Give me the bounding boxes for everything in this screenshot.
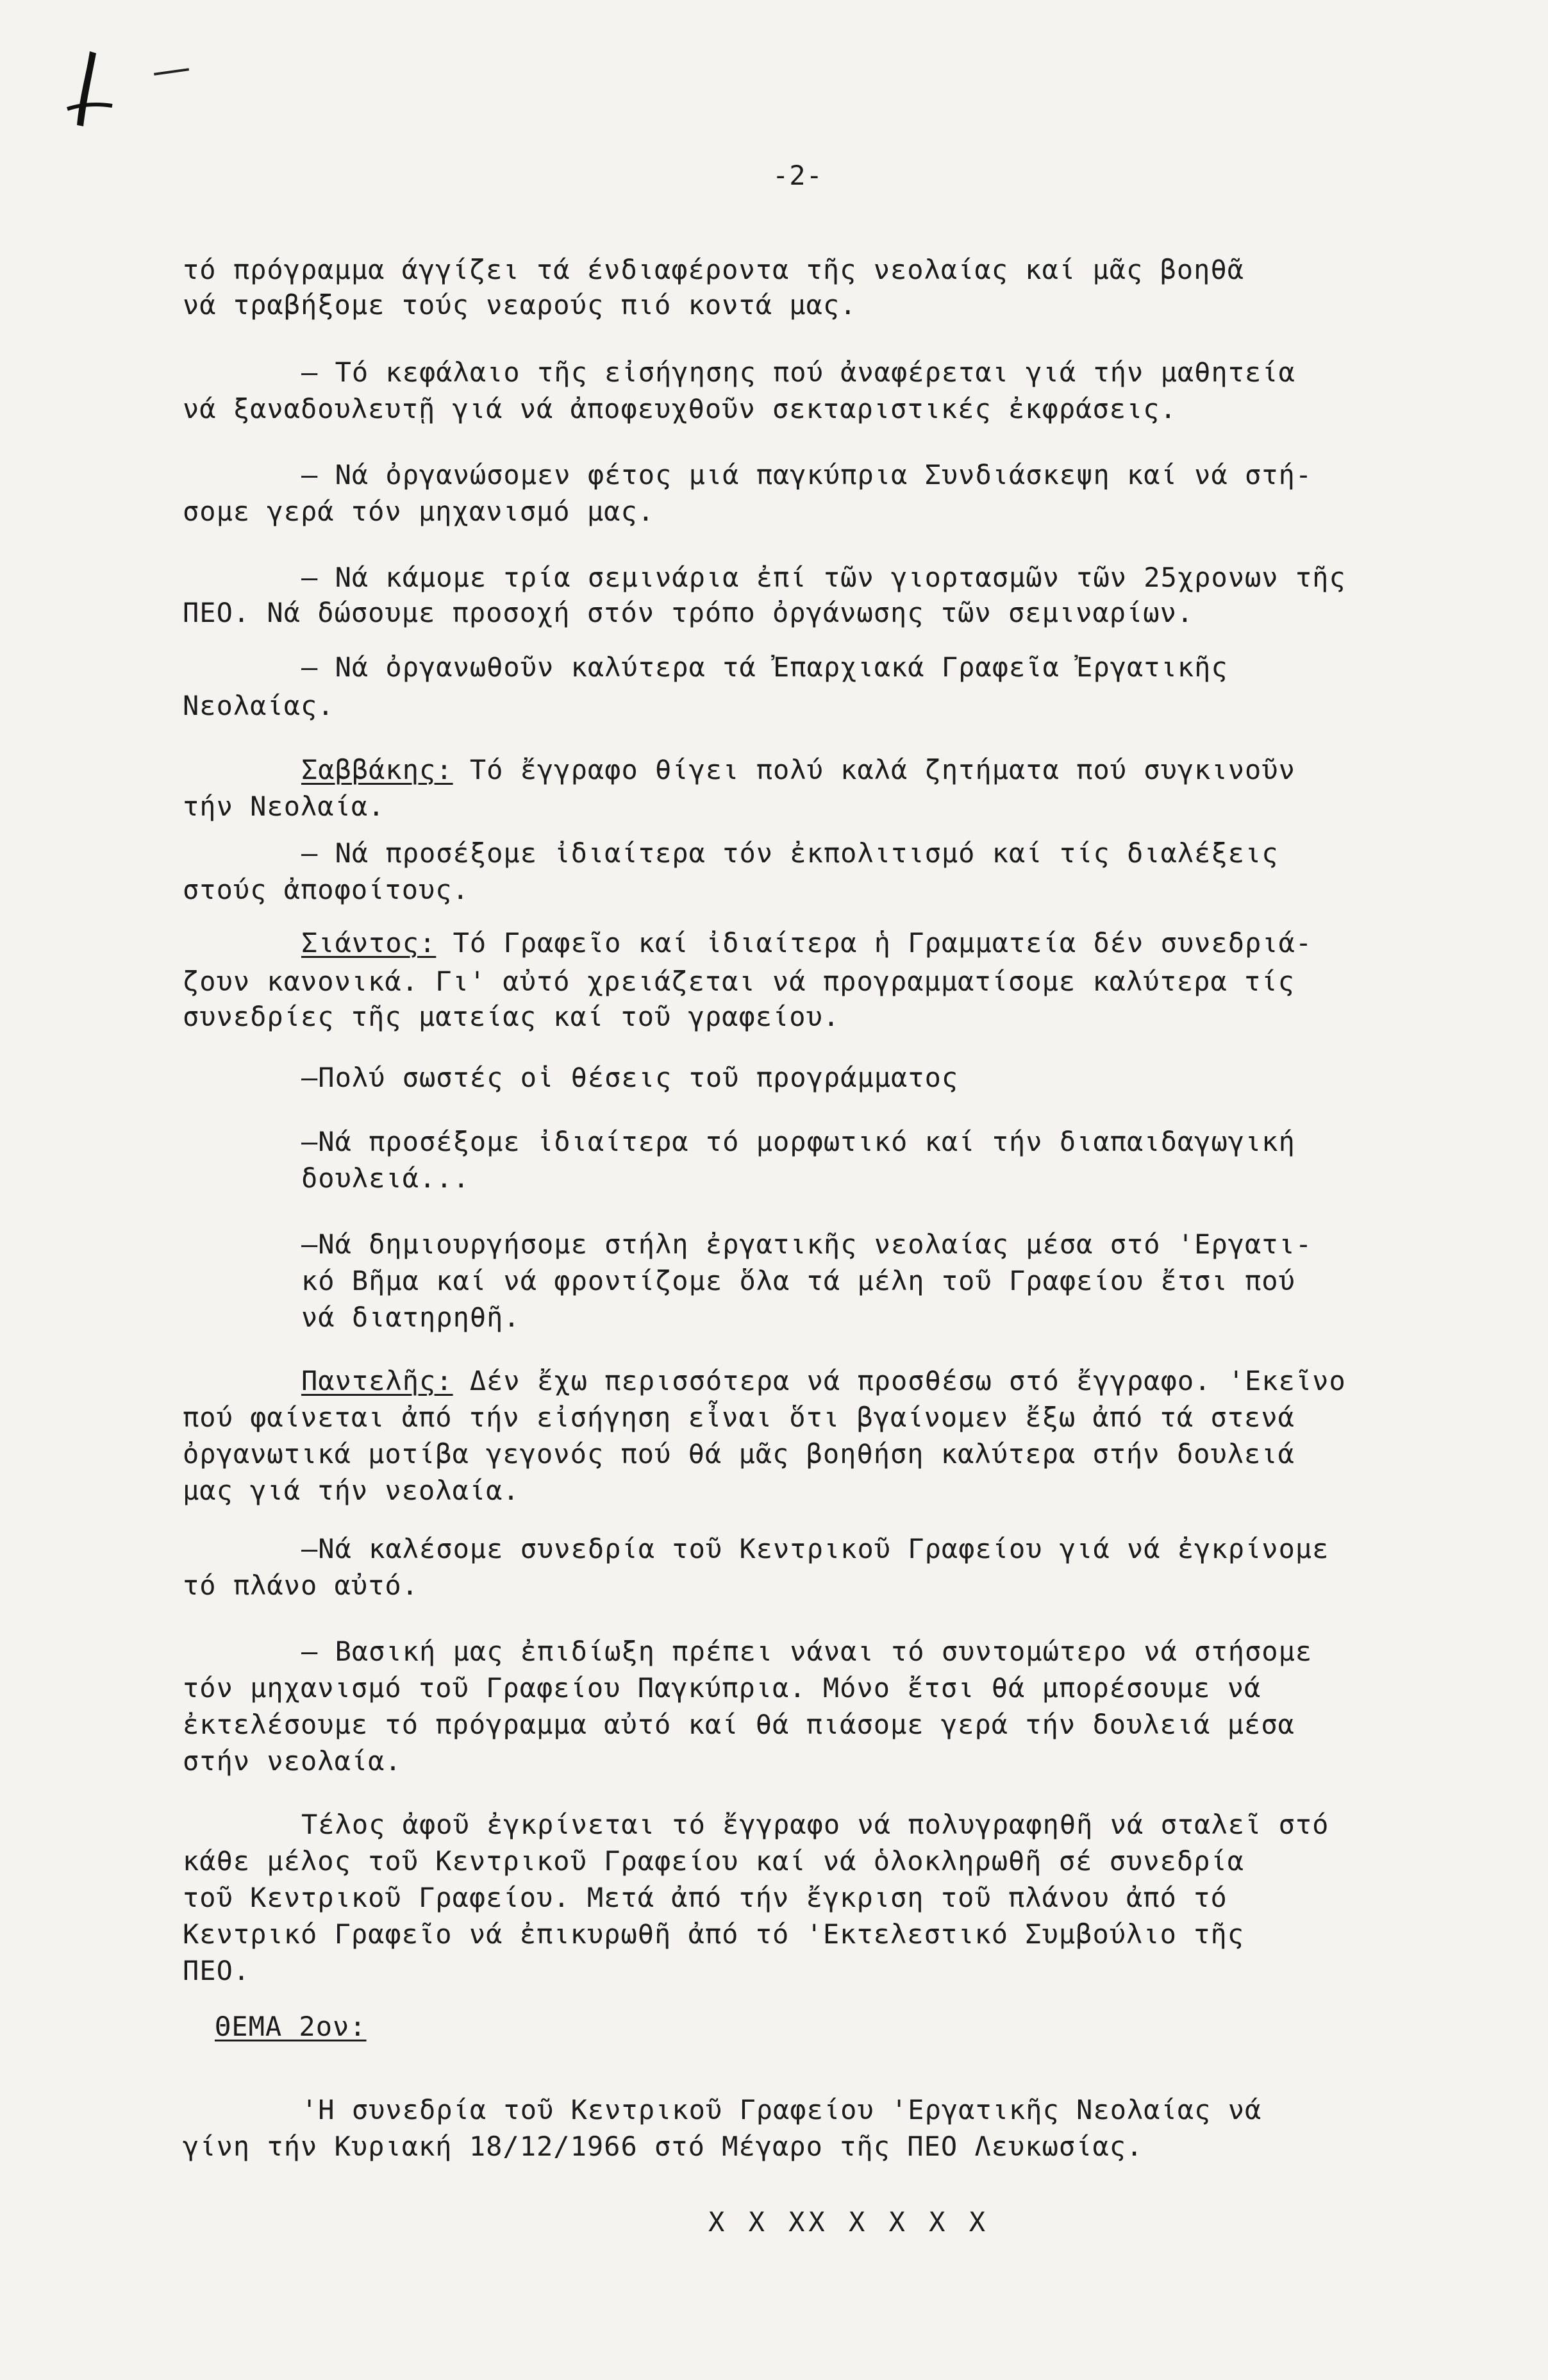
text-line: τόν μηχανισμό τοῦ Γραφείου Παγκύπρια. Μόνο ἔτσι θά μπορέσουμε νά xyxy=(183,1672,1261,1704)
text-line: γίνη τήν Κυριακή 18/12/1966 στό Μέγαρο τῆς ΠΕΟ Λευκωσίας. xyxy=(183,2131,1144,2162)
text-line: σομε γερά τόν μηχανισμό μας. xyxy=(183,496,655,527)
text-line: – Βασική μας ἐπιδίωξη πρέπει νάναι τό συντομώτερο νά στήσομε xyxy=(301,1636,1313,1667)
ink-mark-icon xyxy=(61,48,119,138)
page-number: -2- xyxy=(772,160,823,191)
text-line: τοῦ Κεντρικοῦ Γραφείου. Μετά ἀπό τήν ἔγκριση τοῦ πλάνου ἀπό τό xyxy=(183,1882,1228,1913)
text-line: –Νά δημιουργήσομε στήλη ἐργατικῆς νεολαίας μέσα στό 'Εργατι- xyxy=(301,1228,1313,1260)
text-line: στήν νεολαία. xyxy=(183,1745,402,1777)
text-line: – Νά ὀργανώσομεν φέτος μιά παγκύπρια Συνδιάσκεψη καί νά στή- xyxy=(301,459,1313,490)
text-line: Τέλος ἀφοῦ ἐγκρίνεται τό ἔγγραφο νά πολυγραφηθῆ νά σταλεῖ στό xyxy=(301,1809,1329,1840)
text-line: νά τραβήξομε τούς νεαρούς πιό κοντά μας. xyxy=(183,289,857,321)
text-line: νά διατηρηθῆ. xyxy=(301,1302,520,1333)
text-line: Παντελῆς: Δέν ἔχω περισσότερα νά προσθέσω στό ἔγγραφο. 'Εκεῖνο xyxy=(301,1365,1346,1396)
text-line: ΠΕΟ. xyxy=(183,1955,251,1986)
text-line: κάθε μέλος τοῦ Κεντρικοῦ Γραφείου καί νά ὁλοκληρωθῆ σέ συνεδρία xyxy=(183,1845,1245,1877)
speaker-name: Σιάντος: xyxy=(301,927,437,959)
text-line: – Νά ὀργανωθοῦν καλύτερα τά Ἐπαρχιακά Γραφεῖα Ἐργατικῆς xyxy=(301,651,1228,683)
section-heading: ΘΕΜΑ 2ον: xyxy=(215,2011,367,2042)
text-line: τήν Νεολαία. xyxy=(183,791,385,822)
text-line: πού φαίνεται ἀπό τήν εἰσήγηση εἶναι ὅτι βγαίνομεν ἔξω ἀπό τά στενά xyxy=(183,1402,1295,1433)
text-line: –Πολύ σωστές οἱ θέσεις τοῦ προγράμματος xyxy=(301,1062,959,1093)
margin-dash xyxy=(154,68,189,76)
text-line: συνεδρίες τῆς ματείας καί τοῦ γραφείου. xyxy=(183,1001,840,1032)
speaker-name: Σαββάκης: xyxy=(301,754,453,785)
text-line: ἐκτελέσουμε τό πρόγραμμα αὐτό καί θά πιάσομε γερά τήν δουλειά μέσα xyxy=(183,1709,1295,1740)
text-line: – Νά κάμομε τρία σεμινάρια ἐπί τῶν γιορτασμῶν τῶν 25χρονων τῆς xyxy=(301,562,1346,593)
text-line: κό Βῆμα καί νά φροντίζομε ὅλα τά μέλη τοῦ Γραφείου ἔτσι πού xyxy=(301,1265,1295,1296)
text-line: ΠΕΟ. Νά δώσουμε προσοχή στόν τρόπο ὀργάνωσης τῶν σεμιναρίων. xyxy=(183,597,1194,628)
text-line: – Νά προσέξομε ἰδιαίτερα τόν ἐκπολιτισμό καί τίς διαλέξεις xyxy=(301,837,1279,869)
text-line: τό πλάνο αὐτό. xyxy=(183,1570,419,1601)
text-line: –Νά καλέσομε συνεδρία τοῦ Κεντρικοῦ Γραφείου γιά νά ἐγκρίνομε xyxy=(301,1533,1329,1564)
text-line: – Τό κεφάλαιο τῆς εἰσήγησης πού ἀναφέρεται γιά τήν μαθητεία xyxy=(301,356,1295,388)
text-line: –Νά προσέξομε ἰδιαίτερα τό μορφωτικό καί τήν διαπαιδαγωγική xyxy=(301,1126,1295,1157)
text-line: στούς ἀποφοίτους. xyxy=(183,874,469,905)
text-line: δουλειά... xyxy=(301,1162,470,1194)
text-line: ζουν κανονικά. Γι' αὐτό χρειάζεται νά προγραμματίσομε καλύτερα τίς xyxy=(183,966,1295,997)
text-line: μας γιά τήν νεολαία. xyxy=(183,1475,520,1506)
text-line: Νεολαίας. xyxy=(183,690,335,721)
text-line: νά ξαναδουλευτῇ γιά νά ἀποφευχθοῦν σεκταριστικές ἐκφράσεις. xyxy=(183,393,1177,424)
text-line: 'Η συνεδρία τοῦ Κεντρικοῦ Γραφείου 'Εργατικῆς Νεολαίας νά xyxy=(301,2094,1262,2125)
text-line: Σαββάκης: Τό ἔγγραφο θίγει πολύ καλά ζητήματα πού συγκινοῦν xyxy=(301,754,1295,785)
text-line: ὀργανωτικά μοτίβα γεγονός πού θά μᾶς βοηθήση καλύτερα στήν δουλειά xyxy=(183,1438,1295,1470)
text-line: Κεντρικό Γραφεῖο νά ἐπικυρωθῆ ἀπό τό 'Εκτελεστικό Συμβούλιο τῆς xyxy=(183,1918,1245,1950)
speaker-name: Παντελῆς: xyxy=(301,1365,453,1396)
text-line: Σιάντος: Τό Γραφεῖο καί ἰδιαίτερα ἡ Γραμματεία δέν συνεδριά- xyxy=(301,927,1313,959)
text-line: τό πρόγραμμα άγγίζει τά ένδιαφέροντα τῆς νεολαίας καί μᾶς βοηθᾶ xyxy=(183,254,1245,285)
end-mark: X X XX X X X X xyxy=(708,2206,990,2238)
